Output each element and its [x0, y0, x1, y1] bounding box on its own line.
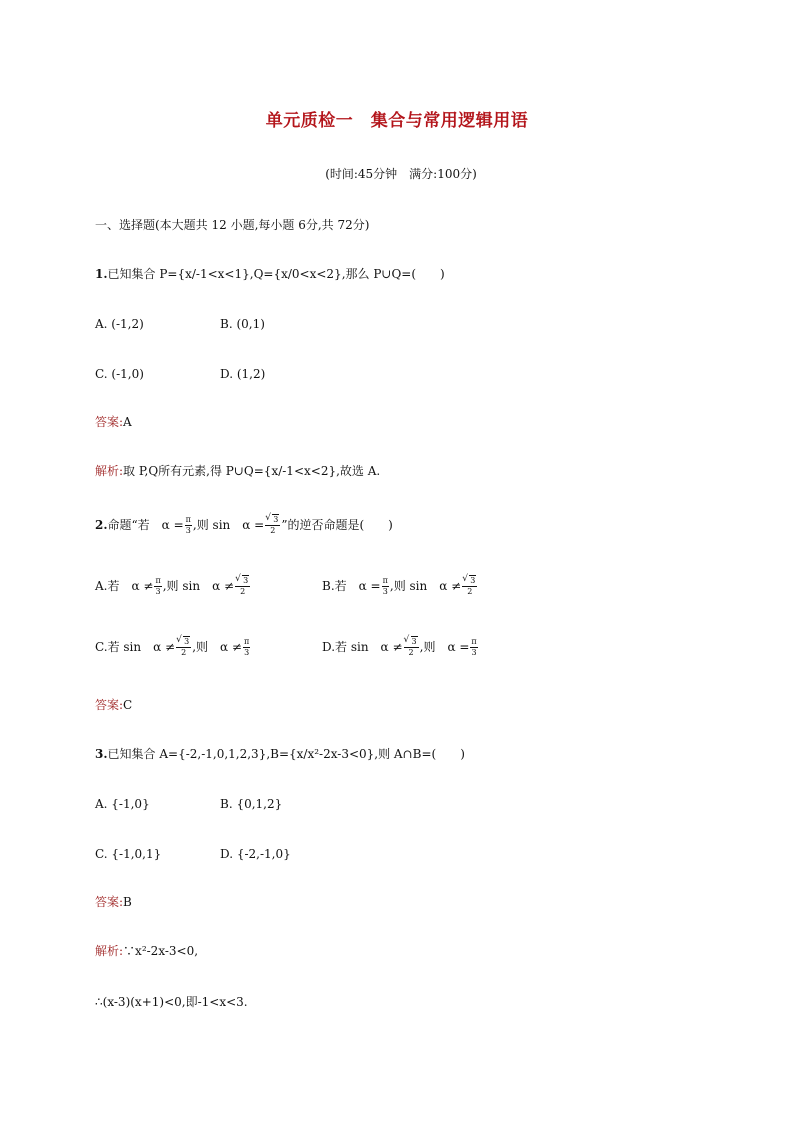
- section-heading: 一、选择题(本大题共 12 小题,每小题 6分,共 72分): [95, 218, 370, 232]
- answer-label: 答案:: [95, 698, 124, 712]
- numerator: π: [471, 637, 477, 646]
- radicand: 3: [411, 637, 417, 646]
- question-1-option-c: C. (-1,0): [95, 367, 144, 381]
- question-2-option-d: [322, 638, 479, 657]
- option-text: ,则 sin α ≠: [389, 579, 462, 593]
- answer-label: 答案:: [95, 895, 124, 909]
- question-3-stem: 已知集合 A={-2,-1,0,1,2,3},B={x/x²-2x-3<0},则 A∩B=( ): [107, 747, 465, 761]
- denominator: 3: [471, 648, 477, 657]
- numerator: [404, 638, 419, 648]
- denominator: 3: [382, 587, 388, 596]
- question-3-option-c: C. {-1,0,1}: [95, 847, 162, 861]
- fraction-pi-over-3: [470, 638, 477, 657]
- radicand: 3: [184, 637, 190, 646]
- analysis-text: ∵x²-2x-3<0,: [123, 944, 199, 958]
- option-text: B.若 α =: [322, 579, 381, 593]
- fraction-pi-over-3: [154, 577, 161, 596]
- question-2-option-c: [95, 638, 251, 657]
- denominator: 3: [185, 526, 191, 535]
- analysis-label: 解析:: [95, 464, 124, 478]
- denominator: 2: [408, 648, 414, 657]
- answer-label: 答案:: [95, 415, 124, 429]
- question-3-analysis-line-2: ∴(x-3)(x+1)<0,即-1<x<3.: [95, 995, 248, 1009]
- question-1-analysis: [95, 465, 380, 477]
- denominator: 2: [270, 526, 276, 535]
- numerator: [235, 577, 250, 587]
- radicand: 3: [243, 576, 249, 585]
- question-2-stem-part: 命题“若 α =: [107, 518, 184, 532]
- question-3-analysis: [95, 945, 198, 957]
- option-text: C.若 sin α ≠: [95, 640, 176, 654]
- exam-time-info: (时间:45分钟 满分:100分): [325, 167, 477, 181]
- fraction-pi-over-3: [185, 516, 192, 535]
- option-text: A.若 α ≠: [95, 579, 154, 593]
- question-1-stem: 已知集合 P={x/-1<x<1},Q={x/0<x<2},那么 P∪Q=( ): [107, 267, 445, 281]
- question-2-option-b: [322, 577, 478, 596]
- denominator: 3: [244, 648, 250, 657]
- question-1-option-b: B. (0,1): [220, 317, 265, 331]
- radical: [266, 516, 279, 524]
- fraction-sqrt3-over-2: [176, 638, 191, 657]
- answer-value: C: [123, 698, 133, 712]
- question-2-number: 2.: [95, 518, 108, 532]
- fraction-pi-over-3: [382, 577, 389, 596]
- fraction-sqrt3-over-2: [462, 577, 477, 596]
- question-3-option-a: A. {-1,0}: [95, 797, 150, 811]
- radicand: 3: [273, 515, 279, 524]
- option-text: ,则 sin α ≠: [162, 579, 235, 593]
- question-1-option-d: D. (1,2): [220, 367, 266, 381]
- question-3-number: 3.: [95, 747, 108, 761]
- radical: [236, 577, 249, 585]
- analysis-label: 解析:: [95, 944, 124, 958]
- fraction-pi-over-3: [243, 638, 250, 657]
- fraction-sqrt3-over-2: [404, 638, 419, 657]
- question-2-option-a: [95, 577, 251, 596]
- question-1-number: 1.: [95, 267, 108, 281]
- numerator: π: [382, 576, 388, 585]
- option-text: D.若 sin α ≠: [322, 640, 403, 654]
- numerator: π: [243, 637, 250, 646]
- page-title: 单元质检一 集合与常用逻辑用语: [265, 111, 529, 131]
- numerator: [265, 516, 280, 526]
- radical: [405, 638, 418, 646]
- question-2-stem-part: ,则 sin α =: [192, 518, 265, 532]
- numerator: π: [155, 576, 161, 585]
- numerator: π: [185, 515, 191, 524]
- question-2: [95, 516, 393, 535]
- question-1-answer: [95, 416, 132, 428]
- radical: [463, 577, 476, 585]
- question-2-answer: [95, 699, 132, 711]
- fraction-sqrt3-over-2: [265, 516, 280, 535]
- answer-value: A: [123, 415, 132, 429]
- analysis-text: 取 P,Q所有元素,得 P∪Q={x/-1<x<2},故选 A.: [123, 464, 381, 478]
- numerator: [462, 577, 477, 587]
- option-text: ,则 α =: [419, 640, 470, 654]
- option-text: ,则 α ≠: [192, 640, 242, 654]
- question-3-answer: [95, 896, 132, 908]
- fraction-sqrt3-over-2: [235, 577, 250, 596]
- denominator: 2: [467, 587, 473, 596]
- question-3-option-d: D. {-2,-1,0}: [220, 847, 291, 861]
- question-2-stem-part: ”的逆否命题是( ): [281, 518, 393, 532]
- answer-value: B: [123, 895, 132, 909]
- denominator: 2: [240, 587, 246, 596]
- radical: [177, 638, 190, 646]
- denominator: 2: [181, 648, 187, 657]
- question-1: [95, 268, 445, 280]
- numerator: [176, 638, 191, 648]
- question-3: [95, 748, 465, 760]
- question-3-option-b: B. {0,1,2}: [220, 797, 283, 811]
- denominator: 3: [155, 587, 161, 596]
- question-1-option-a: A. (-1,2): [95, 317, 144, 331]
- radicand: 3: [470, 576, 476, 585]
